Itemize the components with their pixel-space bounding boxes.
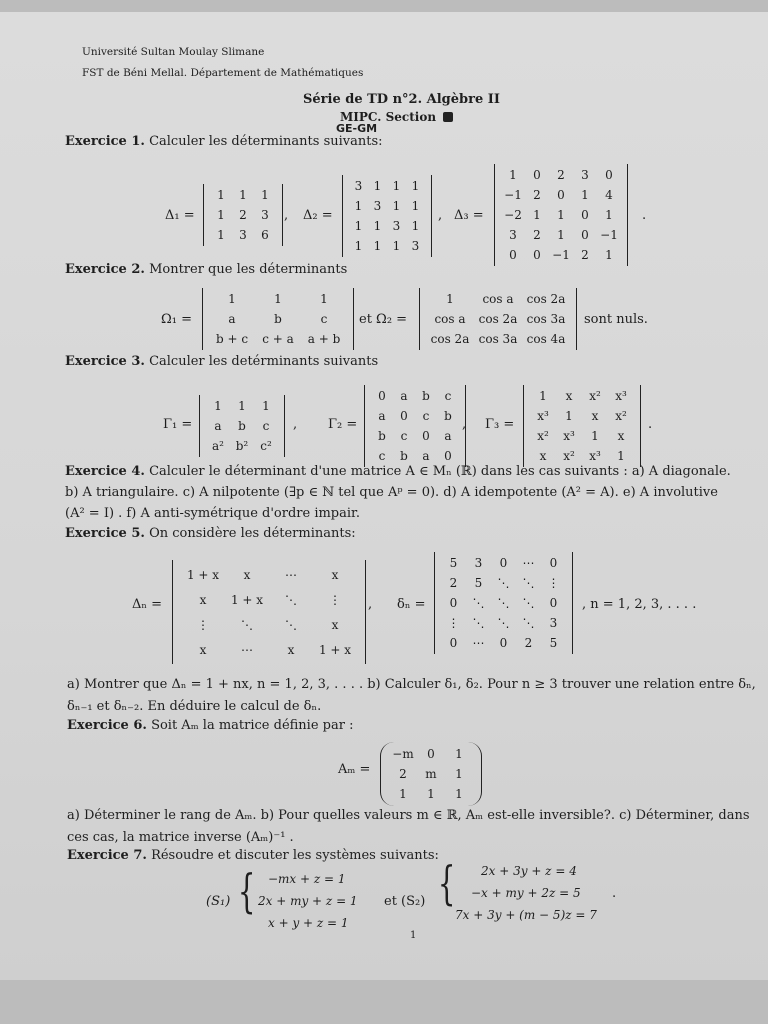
exercise-7-text: Résoudre et discuter les systèmes suivants:	[151, 848, 439, 863]
matrix-entry: 1	[262, 399, 270, 413]
matrix-row	[501, 225, 621, 245]
exercise-3-label: Exercice 3.	[65, 354, 145, 369]
matrix-entry: 3	[373, 199, 382, 213]
matrix-row	[206, 436, 278, 456]
matrix-entry: 1	[214, 399, 222, 413]
matrix-entry: 1	[539, 389, 547, 403]
omega-conclusion: sont nuls.	[584, 312, 648, 327]
exercise-4-line-3: (A² = I) . f) A anti-symétrique d'ordre impair.	[65, 506, 360, 521]
exercise-3-statement	[65, 354, 378, 369]
exercise-6-label: Exercice 6.	[67, 718, 147, 733]
matrix-entry: 1	[320, 292, 328, 306]
matrix-entry: 1 + x	[230, 592, 264, 607]
matrix-a-name: Aₘ =	[338, 762, 371, 777]
matrix-entry: x²	[589, 389, 601, 403]
matrix-entry: 1	[581, 188, 589, 202]
matrix-entry: cos 4a	[526, 332, 566, 346]
determinant-delta1	[203, 184, 283, 246]
matrix-entry: 0	[509, 248, 517, 262]
matrix-entry: 3	[411, 239, 420, 253]
matrix-entry: ⋮	[547, 576, 560, 590]
matrix-entry: 1	[455, 767, 463, 781]
matrix-row	[371, 446, 459, 466]
matrix-entry: a	[444, 429, 452, 443]
matrix-entry: c	[320, 312, 328, 326]
determinant-delta-n	[172, 560, 366, 664]
matrix-entry: 0	[427, 747, 435, 761]
separator: ,	[284, 208, 289, 223]
matrix-entry: a	[400, 389, 408, 403]
determinant-small-delta-n	[434, 552, 573, 654]
exercise-5-question-2: δₙ₋₁ et δₙ₋₂. En déduire le calcul de δₙ.	[67, 699, 322, 714]
exercise-4-line-2: b) A triangulaire. c) A nilpotente (∃p ∈ ℕ tel que Aᵖ = 0). d) A idempotente (A² = A). e) A involutive	[65, 485, 718, 500]
delta-n-name: Δₙ =	[132, 597, 163, 612]
matrix-entry: 3	[474, 556, 483, 570]
matrix-row	[181, 612, 357, 637]
gamma3-name: Γ₃ =	[485, 417, 515, 432]
separator: ,	[293, 417, 298, 432]
matrix-row	[181, 562, 357, 587]
matrix-entry: 0	[378, 389, 386, 403]
matrix-entry: ⋮	[197, 617, 209, 632]
matrix-entry: 5	[474, 576, 483, 590]
matrix-entry: 0	[422, 429, 430, 443]
matrix-entry: ⋮	[329, 592, 341, 607]
matrix-entry: b	[274, 312, 282, 326]
determinant-omega1	[202, 288, 354, 350]
matrix-entry: −m	[392, 747, 414, 761]
matrix-entry: x	[565, 389, 573, 403]
matrix-row	[371, 386, 459, 406]
s1-equation-3: x + y + z = 1	[268, 916, 349, 930]
matrix-row	[349, 216, 425, 236]
matrix-entry: c + a	[262, 332, 294, 346]
exercise-1-statement	[65, 134, 383, 149]
matrix-entry: 1	[392, 199, 401, 213]
matrix-entry: x³	[615, 389, 627, 403]
matrix-entry: ⋱	[497, 596, 510, 610]
matrix-row	[441, 613, 566, 633]
matrix-entry: 4	[605, 188, 613, 202]
matrix-entry: ⋮	[447, 616, 460, 630]
matrix-entry: 1	[455, 747, 463, 761]
matrix-row	[501, 245, 621, 265]
matrix-entry: x	[539, 449, 547, 463]
matrix-row	[371, 426, 459, 446]
matrix-entry: 1	[455, 787, 463, 801]
matrix-entry: 0	[581, 228, 589, 242]
matrix-entry: ⋱	[285, 617, 297, 632]
department-name: FST de Béni Mellal. Département de Mathématiques	[82, 67, 364, 79]
matrix-row	[181, 637, 357, 662]
matrix-entry: 1	[411, 219, 420, 233]
matrix-row	[530, 386, 634, 406]
matrix-entry: b²	[235, 439, 249, 453]
matrix-row	[441, 573, 566, 593]
matrix-row	[349, 236, 425, 256]
s1-equation-1: −mx + z = 1	[268, 872, 346, 886]
exercise-6-question-1: a) Déterminer le rang de Aₘ. b) Pour quelles valeurs m ∈ ℝ, Aₘ est-elle inversible?. c) Déterminer, dans	[67, 808, 750, 823]
matrix-entry: x²	[537, 429, 549, 443]
handwritten-note: GE-GM	[336, 122, 378, 135]
omega2-name: et Ω₂ =	[359, 312, 408, 327]
exercise-4-line-1	[65, 464, 731, 479]
matrix-entry: 0	[449, 636, 458, 650]
matrix-row	[209, 329, 347, 349]
matrix-row	[209, 309, 347, 329]
matrix-entry: cos a	[482, 292, 514, 306]
matrix-entry: cos 3a	[526, 312, 566, 326]
matrix-entry: 1	[591, 429, 599, 443]
end-dot: .	[612, 886, 617, 901]
end-dot: .	[642, 208, 647, 223]
matrix-row	[441, 633, 566, 653]
matrix-entry: a	[228, 312, 236, 326]
matrix-entry: 1	[373, 239, 382, 253]
matrix-entry: 0	[499, 556, 508, 570]
s2-equation-1: 2x + 3y + z = 4	[481, 864, 577, 878]
matrix-entry: 1	[557, 228, 565, 242]
matrix-entry: b + c	[215, 332, 249, 346]
matrix-row	[501, 205, 621, 225]
delta1-name: Δ₁ =	[165, 208, 195, 223]
gamma2-name: Γ₂ =	[328, 417, 358, 432]
matrix-entry: −1	[504, 188, 522, 202]
system-s1-name: (S₁)	[206, 894, 231, 909]
matrix-entry: 0	[549, 556, 558, 570]
matrix-entry: 2	[557, 168, 565, 182]
matrix-entry: ⋯	[241, 642, 253, 657]
matrix-entry: 1	[217, 208, 225, 222]
matrix-entry: c²	[260, 439, 272, 453]
delta3-name: Δ₃ =	[454, 208, 484, 223]
gamma1-name: Γ₁ =	[163, 417, 193, 432]
omega1-name: Ω₁ =	[161, 312, 193, 327]
matrix-entry: x	[331, 617, 339, 632]
matrix-entry: a + b	[307, 332, 341, 346]
matrix-entry: 0	[400, 409, 408, 423]
matrix-entry: 0	[444, 449, 452, 463]
matrix-entry: c	[422, 409, 430, 423]
matrix-entry: 2	[399, 767, 407, 781]
matrix-entry: 0	[499, 636, 508, 650]
matrix-entry: ⋱	[241, 617, 253, 632]
matrix-entry: cos 3a	[478, 332, 518, 346]
s2-equation-2: −x + my + 2z = 5	[471, 886, 581, 900]
university-name: Université Sultan Moulay Slimane	[82, 46, 265, 58]
separator: ,	[462, 417, 467, 432]
determinant-gamma1	[199, 395, 285, 457]
matrix-entry: ⋱	[285, 592, 297, 607]
matrix-entry: b	[378, 429, 386, 443]
matrix-entry: ⋱	[522, 576, 535, 590]
exercise-sheet	[0, 12, 768, 980]
n-range: , n = 1, 2, 3, . . . .	[582, 597, 697, 612]
small-delta-n-name: δₙ =	[397, 597, 426, 612]
matrix-entry: 3	[354, 179, 363, 193]
system-s2-name: et (S₂)	[384, 894, 426, 909]
matrix-entry: a	[214, 419, 222, 433]
s1-equation-2: 2x + my + z = 1	[258, 894, 358, 908]
exercise-2-text: Montrer que les déterminants	[149, 262, 348, 277]
matrix-entry: 1	[411, 199, 420, 213]
matrix-entry: 1	[373, 219, 382, 233]
sheet-title: Série de TD n°2. Algèbre II	[303, 92, 500, 107]
matrix-entry: 1	[605, 248, 613, 262]
matrix-entry: ⋯	[522, 556, 535, 570]
matrix-entry: 1	[392, 239, 401, 253]
exercise-1-text: Calculer les déterminants suivants:	[149, 134, 383, 149]
matrix-entry: −1	[552, 248, 570, 262]
matrix-row	[210, 185, 276, 205]
matrix-entry: 1	[354, 199, 363, 213]
separator: ,	[438, 208, 443, 223]
matrix-entry: 1	[239, 188, 247, 202]
matrix-row	[530, 446, 634, 466]
exercise-6-statement	[67, 718, 353, 733]
matrix-entry: 5	[449, 556, 458, 570]
matrix-row	[389, 764, 473, 784]
exercise-7-label: Exercice 7.	[67, 848, 147, 863]
matrix-entry: 3	[549, 616, 558, 630]
matrix-entry: ⋱	[497, 576, 510, 590]
matrix-entry: 1	[557, 208, 565, 222]
matrix-row	[426, 329, 570, 349]
matrix-entry: x²	[563, 449, 575, 463]
matrix-entry: 1 + x	[186, 567, 220, 582]
matrix-entry: 1	[354, 239, 363, 253]
matrix-entry: 1 + x	[318, 642, 352, 657]
matrix-entry: 1	[427, 787, 435, 801]
matrix-entry: 3	[239, 228, 247, 242]
matrix-entry: x	[617, 429, 625, 443]
matrix-entry: 3	[261, 208, 269, 222]
matrix-entry: 0	[449, 596, 458, 610]
matrix-entry: 2	[239, 208, 247, 222]
matrix-entry: ⋱	[497, 616, 510, 630]
matrix-entry: b	[422, 389, 430, 403]
left-brace: {	[437, 856, 456, 910]
matrix-row	[389, 744, 473, 764]
matrix-entry: 1	[274, 292, 282, 306]
matrix-entry: ⋯	[472, 636, 485, 650]
matrix-entry: 1	[217, 228, 225, 242]
exercise-2-statement	[65, 262, 347, 277]
matrix-row	[181, 587, 357, 612]
matrix-entry: 1	[446, 292, 454, 306]
matrix-entry: x³	[589, 449, 601, 463]
matrix-row	[349, 196, 425, 216]
matrix-entry: 0	[605, 168, 613, 182]
matrix-entry: x	[331, 567, 339, 582]
matrix-entry: cos 2a	[478, 312, 518, 326]
matrix-row	[426, 309, 570, 329]
matrix-entry: x²	[615, 409, 627, 423]
page-number: 1	[410, 930, 417, 941]
matrix-entry: 1	[392, 179, 401, 193]
matrix-row	[371, 406, 459, 426]
determinant-omega2	[419, 288, 577, 350]
exercise-4-text-1: Calculer le déterminant d'une matrice A ∈ Mₙ (ℝ) dans les cas suivants : a) A diagonale.	[149, 464, 731, 479]
matrix-entry: 0	[549, 596, 558, 610]
matrix-entry: x	[287, 642, 295, 657]
section-text: MIPC. Section	[340, 110, 437, 124]
matrix-entry: −2	[504, 208, 522, 222]
section-letter-mark	[443, 112, 453, 122]
end-dot: .	[648, 417, 653, 432]
matrix-entry: ⋱	[472, 596, 485, 610]
matrix-row	[210, 225, 276, 245]
s2-equation-3: 7x + 3y + (m − 5)z = 7	[455, 908, 597, 922]
determinant-delta3	[494, 164, 628, 266]
matrix-row	[530, 406, 634, 426]
matrix-entry: 2	[533, 228, 541, 242]
matrix-entry: −1	[600, 228, 618, 242]
matrix-entry: 1	[238, 399, 246, 413]
matrix-row	[530, 426, 634, 446]
determinant-delta2	[342, 175, 432, 257]
matrix-a-m	[380, 742, 482, 806]
matrix-entry: 0	[533, 248, 541, 262]
matrix-entry: 1	[217, 188, 225, 202]
matrix-entry: b	[238, 419, 246, 433]
matrix-entry: 1	[373, 179, 382, 193]
matrix-entry: ⋱	[522, 616, 535, 630]
matrix-entry: 1	[565, 409, 573, 423]
matrix-row	[210, 205, 276, 225]
exercise-6-question-2: ces cas, la matrice inverse (Aₘ)⁻¹ .	[67, 830, 294, 845]
matrix-entry: cos a	[434, 312, 466, 326]
matrix-entry: b	[444, 409, 452, 423]
matrix-entry: c	[444, 389, 452, 403]
matrix-row	[349, 176, 425, 196]
exercise-1-label: Exercice 1.	[65, 134, 145, 149]
exercise-5-label: Exercice 5.	[65, 526, 145, 541]
matrix-entry: x³	[563, 429, 575, 443]
matrix-entry: c	[378, 449, 386, 463]
matrix-entry: 1	[399, 787, 407, 801]
matrix-entry: a	[422, 449, 430, 463]
separator: ,	[368, 597, 373, 612]
matrix-entry: 3	[392, 219, 401, 233]
matrix-entry: cos 2a	[526, 292, 566, 306]
left-brace: {	[237, 864, 256, 918]
matrix-entry: ⋯	[285, 567, 297, 582]
matrix-row	[501, 165, 621, 185]
matrix-row	[426, 289, 570, 309]
matrix-entry: ⋱	[472, 616, 485, 630]
matrix-row	[206, 416, 278, 436]
delta2-name: Δ₂ =	[303, 208, 333, 223]
matrix-entry: 1	[354, 219, 363, 233]
matrix-entry: 2	[533, 188, 541, 202]
matrix-entry: 0	[533, 168, 541, 182]
matrix-entry: x	[199, 592, 207, 607]
matrix-entry: 3	[581, 168, 589, 182]
exercise-4-label: Exercice 4.	[65, 464, 145, 479]
matrix-entry: 2	[581, 248, 589, 262]
matrix-entry: 0	[581, 208, 589, 222]
matrix-row	[501, 185, 621, 205]
matrix-entry: x	[591, 409, 599, 423]
matrix-entry: 1	[261, 188, 269, 202]
exercise-2-label: Exercice 2.	[65, 262, 145, 277]
matrix-entry: 1	[617, 449, 625, 463]
matrix-entry: c	[400, 429, 408, 443]
matrix-entry: x	[199, 642, 207, 657]
matrix-entry: 1	[228, 292, 236, 306]
matrix-entry: cos 2a	[430, 332, 470, 346]
matrix-entry: 2	[524, 636, 533, 650]
determinant-gamma2	[364, 385, 466, 467]
exercise-3-text: Calculer les detérminants suivants	[149, 354, 379, 369]
matrix-entry: 2	[449, 576, 458, 590]
exercise-7-statement	[67, 848, 439, 863]
matrix-entry: x	[243, 567, 251, 582]
matrix-row	[441, 593, 566, 613]
matrix-entry: m	[425, 767, 437, 781]
matrix-entry: 5	[549, 636, 558, 650]
matrix-entry: 1	[509, 168, 517, 182]
determinant-gamma3	[523, 385, 641, 467]
exercise-5-statement	[65, 526, 356, 541]
matrix-entry: 3	[509, 228, 517, 242]
matrix-entry: a²	[212, 439, 224, 453]
matrix-entry: 1	[533, 208, 541, 222]
exercise-5-text: On considère les déterminants:	[149, 526, 356, 541]
matrix-entry: 1	[411, 179, 420, 193]
matrix-row	[206, 396, 278, 416]
matrix-entry: c	[262, 419, 270, 433]
matrix-row	[441, 553, 566, 573]
matrix-entry: ⋱	[522, 596, 535, 610]
exercise-6-text: Soit Aₘ la matrice définie par :	[151, 718, 354, 733]
exercise-5-question-1: a) Montrer que Δₙ = 1 + nx, n = 1, 2, 3, . . . . b) Calculer δ₁, δ₂. Pour n ≥ 3 trouver une relation entre δₙ,	[67, 677, 756, 692]
matrix-row	[209, 289, 347, 309]
matrix-entry: b	[400, 449, 408, 463]
matrix-entry: 6	[261, 228, 269, 242]
matrix-entry: 1	[605, 208, 613, 222]
matrix-entry: 0	[557, 188, 565, 202]
matrix-entry: a	[378, 409, 386, 423]
matrix-entry: x³	[537, 409, 549, 423]
matrix-row	[389, 784, 473, 804]
